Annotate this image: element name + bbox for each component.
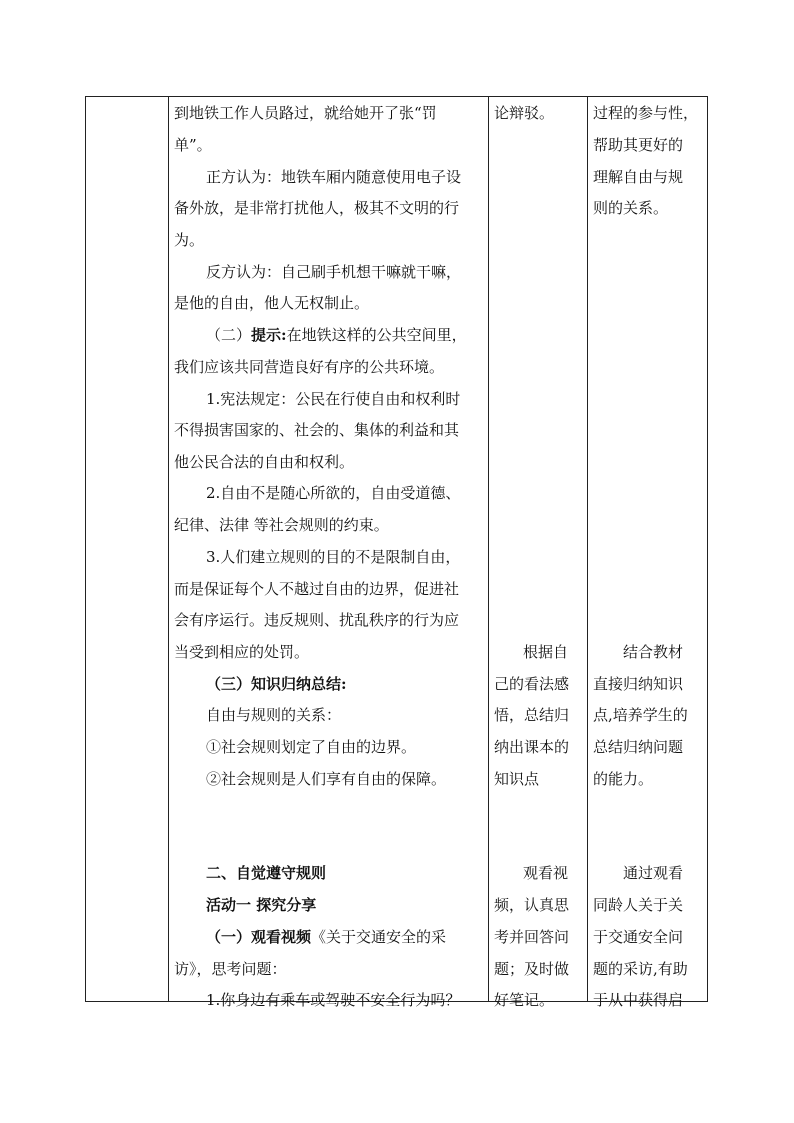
content-line: 为。	[174, 231, 205, 249]
activity-line: 频，认真思	[494, 896, 570, 914]
hint-prefix: （二）	[206, 326, 252, 344]
activity-line: 题；及时做	[494, 960, 570, 978]
content-line: 纪律、法律 等社会规则的约束。	[174, 516, 389, 534]
activity-line: 纳出课本的	[494, 738, 570, 756]
content-line: 他公民合法的自由和权利。	[174, 453, 355, 471]
hint-text: 在地铁这样的公共空间里，	[286, 326, 467, 344]
content-line: 不得损害国家的、社会的、集体的利益和其	[174, 421, 460, 439]
intent-line: 直接归纳知识	[593, 675, 684, 693]
stage-column-cell	[86, 97, 169, 1002]
content-line: 我们应该共同营造良好有序的公共环境。	[174, 358, 445, 376]
activity-line: 好笔记。	[494, 991, 555, 1009]
content-line: 正方认为：地铁车厢内随意使用电子设	[206, 168, 462, 186]
content-line: 3.人们建立规则的目的不是限制自由，	[206, 548, 461, 566]
content-line: ②社会规则是人们享有自由的保障。	[206, 770, 447, 788]
content-line: 访》，思考问题：	[174, 960, 287, 978]
intent-line: 总结归纳问题	[593, 738, 684, 756]
hint-line	[206, 325, 467, 345]
intent-line: 结合教材	[623, 643, 684, 661]
intent-line: 于交通安全问	[593, 928, 684, 946]
student-activity-cell	[489, 97, 588, 1009]
intent-line: 点,培养学生的	[593, 706, 688, 724]
video-line	[206, 927, 446, 947]
content-line: 备外放，是非常打扰他人，极其不文明的行	[174, 199, 460, 217]
intent-line: 通过观看	[623, 864, 684, 882]
intent-line: 的能力。	[593, 770, 654, 788]
summary-heading: （三）知识归纳总结:	[206, 675, 347, 693]
intent-line: 帮助其更好的	[593, 136, 684, 154]
video-title: 《关于交通安全的采	[311, 928, 447, 946]
activity-line: 知识点	[494, 770, 540, 788]
intent-line: 理解自由与规	[593, 168, 684, 186]
content-line: 单”。	[174, 136, 212, 154]
activity-line: 论辩驳。	[494, 104, 555, 122]
content-line: 到地铁工作人员路过，就给她开了张“罚	[174, 104, 437, 122]
hint-label: 提示:	[251, 326, 287, 344]
content-line: 会有序运行。违反规则、扰乱秩序的行为应	[174, 611, 460, 629]
activity-line: 根据自	[523, 643, 569, 661]
activity-line: 悟，总结归	[494, 706, 570, 724]
intent-line: 于从中获得启	[593, 991, 684, 1009]
activity-line: 观看视	[523, 864, 569, 882]
intent-line: 题的采访,有助	[593, 960, 688, 978]
lesson-plan-table	[85, 96, 708, 1009]
design-intent-cell	[588, 97, 708, 1009]
activity-heading: 活动一 探究分享	[206, 896, 317, 914]
content-line: 反方认为：自己刷手机想干嘛就干嘛，	[206, 263, 462, 281]
activity-line: 考并回答问	[494, 928, 570, 946]
content-line: 自由与规则的关系：	[206, 706, 342, 724]
intent-line: 过程的参与性，	[593, 104, 699, 122]
content-line: ①社会规则划定了自由的边界。	[206, 738, 417, 756]
content-line: 当受到相应的处罚。	[174, 643, 310, 661]
content-line: 是他的自由，他人无权制止。	[174, 294, 370, 312]
content-line: 而是保证每个人不越过自由的边界，促进社	[174, 580, 460, 598]
activity-line: 己的看法感	[494, 675, 570, 693]
content-line: 1.宪法规定：公民在行使自由和权利时	[206, 390, 461, 408]
video-label: （一）观看视频	[206, 928, 312, 946]
content-line: 2.自由不是随心所欲的，自由受道德、	[206, 484, 461, 502]
intent-line: 则的关系。	[593, 199, 669, 217]
teaching-content-cell	[169, 97, 489, 1009]
intent-line: 同龄人关于关	[593, 896, 684, 914]
content-line: 1.你身边有乘车或驾驶不安全行为吗？	[206, 991, 461, 1009]
section-heading: 二、自觉遵守规则	[206, 864, 327, 882]
